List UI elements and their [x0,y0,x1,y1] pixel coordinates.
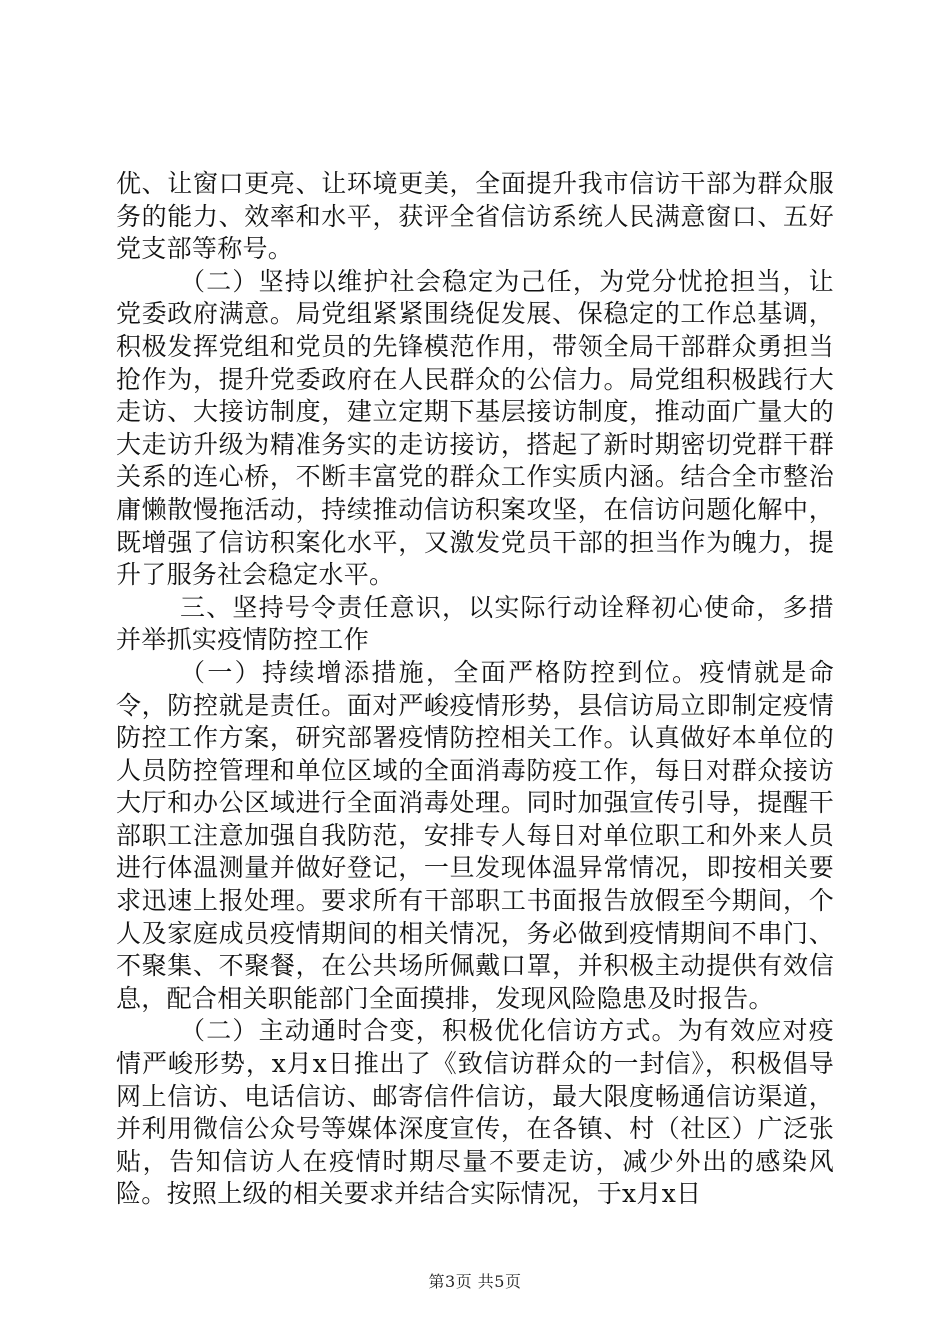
page-number-footer: 第3页 共5页 [428,1272,522,1291]
document-body [116,168,834,1211]
paragraph-section-3-1: （一）持续增添措施，全面严格防控到位。疫情就是命令，防控就是责任。面对严峻疫情形势，县信访局立即制定疫情防控工作方案，研究部署疫情防控相关工作。认真做好本单位的人员防控管理和单位区域的全面消毒防疫工作，每日对群众接访大厅和办公区域进行全面消毒处理。同时加强宣传引导，提醒干部职工注意加强自我防范，安排专人每日对单位职工和外来人员进行体温测量并做好登记，一旦发现体温异常情况，即按相关要求迅速上报处理。要求所有干部职工书面报告放假至今期间，个人及家庭成员疫情期间的相关情况，务必做到疫情期间不串门、不聚集、不聚餐，在公共场所佩戴口罩，并积极主动提供有效信息，配合相关职能部门全面摸排，发现风险隐患及时报告。 [116,657,834,1013]
paragraph-section-2-2: （二）坚持以维护社会稳定为己任，为党分忧抢担当，让党委政府满意。局党组紧紧围绕促发展、保稳定的工作总基调，积极发挥党组和党员的先锋模范作用，带领全局干部群众勇担当抢作为，提升党委政府在人民群众的公信力。局党组积极践行大走访、大接访制度，建立定期下基层接访制度，推动面广量大的大走访升级为精准务实的走访接访，搭起了新时期密切党群干群关系的连心桥，不断丰富党的群众工作实质内涵。结合全市整治庸懒散慢拖活动，持续推动信访积案攻坚，在信访问题化解中，既增强了信访积案化水平，又激发党员干部的担当作为魄力，提升了服务社会稳定水平。 [116,266,834,590]
paragraph-continuation: 优、让窗口更亮、让环境更美，全面提升我市信访干部为群众服务的能力、效率和水平，获评全省信访系统人民满意窗口、五好党支部等称号。 [116,169,834,264]
section-heading-3: 三、坚持号令责任意识，以实际行动诠释初心使命，多措并举抓实疫情防控工作 [116,592,834,655]
paragraph-section-3-2: （二）主动通时合变，积极优化信访方式。为有效应对疫情严峻形势，x月x日推出了《致信访群众的一封信》，积极倡导网上信访、电话信访、邮寄信件信访，最大限度畅通信访渠道，并利用微信公众号等媒体深度宣传，在各镇、村（社区）广泛张贴，告知信访人在疫情时期尽量不要走访，减少外出的感染风险。按照上级的相关要求并结合实际情况，于x月x日 [116,1016,834,1209]
